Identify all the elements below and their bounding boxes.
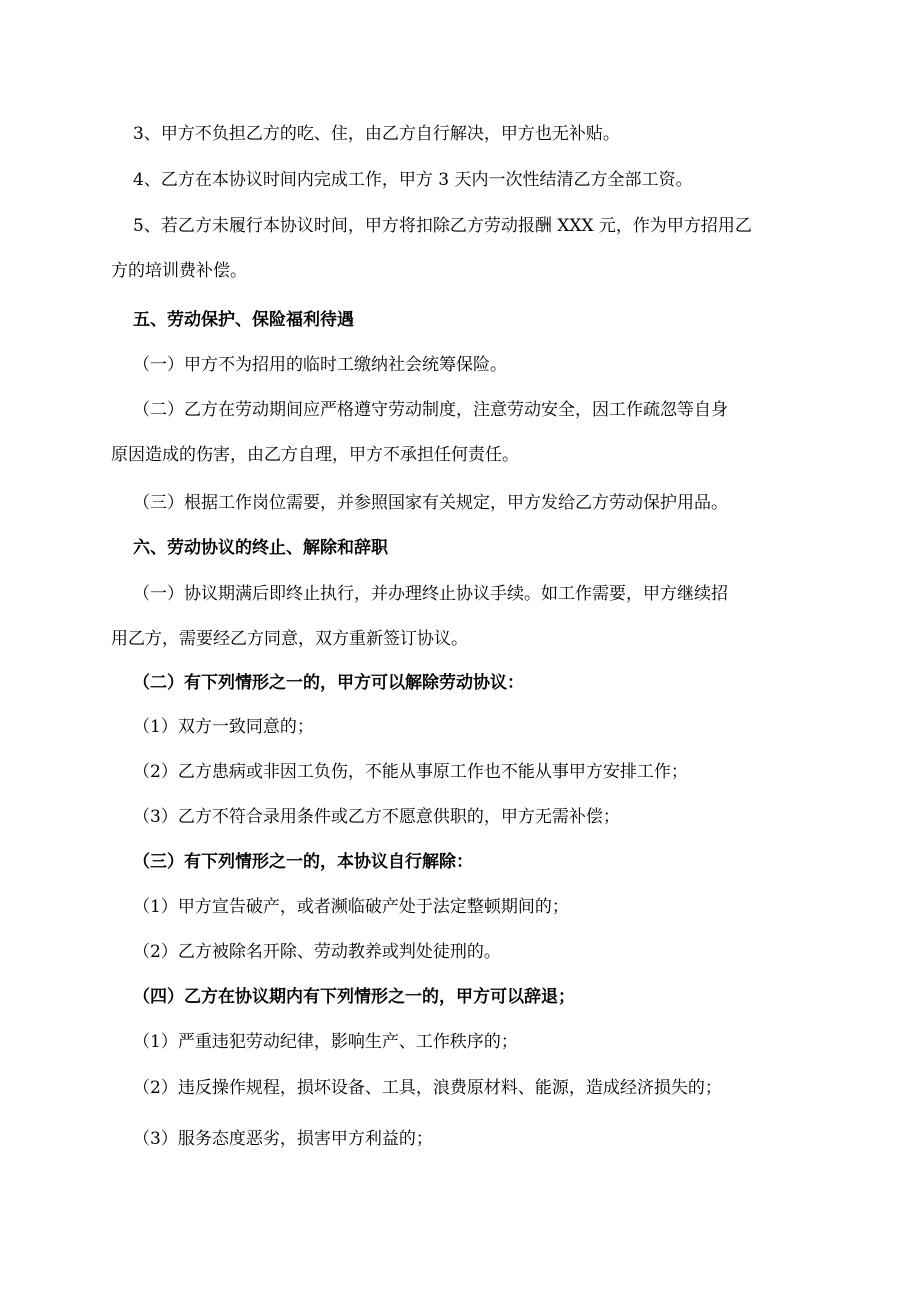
clause-4-text: 4、乙方在本协议时间内完成工作，甲方 3 天内一次性结清乙方全部工资。: [133, 170, 693, 190]
section-6-item-4-title: （四）乙方在协议期内有下列情形之一的，甲方可以辞退；: [133, 987, 575, 1007]
list-item: [133, 750, 813, 795]
clause-5: [111, 204, 813, 294]
list-item: [133, 1117, 813, 1162]
list-item: [133, 885, 813, 930]
section-5-item-1: [133, 343, 813, 388]
clause-5-text-line1: 5、若乙方未履行本协议时间，甲方将扣除乙方劳动报酬 XXX 元，作为甲方招用乙: [133, 216, 752, 236]
list-item-text: （3）乙方不符合录用条件或乙方不愿意供职的，甲方无需补偿；: [133, 807, 620, 827]
section-6-item-2-heading: [133, 661, 813, 706]
list-item-text: （3）服务态度恶劣，损害甲方利益的；: [133, 1129, 433, 1149]
list-item-text: （2）乙方被除名开除、劳动教养或判处徒刑的。: [133, 942, 501, 962]
list-item-text: （1）严重违犯劳动纪律，影响生产、工作秩序的；: [133, 1032, 518, 1052]
clause-4: [133, 158, 813, 203]
clause-5-text-line2: 方的培训费补偿。: [111, 261, 247, 281]
clause-3: [133, 112, 813, 157]
section-6-heading: [133, 526, 813, 571]
list-item-text: （2）乙方患病或非因工负伤，不能从事原工作也不能从事甲方安排工作；: [133, 762, 688, 782]
section-6-item-1: [111, 572, 813, 662]
section-5-item-2: [111, 388, 813, 478]
list-item-text: （2）违反操作规程，损坏设备、工具，浪费原材料、能源，造成经济损失的；: [133, 1078, 722, 1098]
list-item: [133, 795, 813, 840]
section-6-item-1-line1: （一）协议期满后即终止执行，并办理终止协议手续。如工作需要，甲方继续招: [133, 584, 728, 604]
section-6-item-3-title: （三）有下列情形之一的，本协议自行解除：: [133, 852, 473, 872]
list-item: [133, 1066, 813, 1111]
section-5-item-1-text: （一）甲方不为招用的临时工缴纳社会统筹保险。: [133, 355, 507, 375]
list-item: [133, 705, 813, 750]
section-6-item-3-heading: [133, 840, 813, 885]
section-5-item-2-line1: （二）乙方在劳动期间应严格遵守劳动制度，注意劳动安全，因工作疏忽等自身: [133, 400, 728, 420]
list-item: [133, 1020, 813, 1065]
section-5-item-3-text: （三）根据工作岗位需要，并参照国家有关规定，甲方发给乙方劳动保护用品。: [133, 493, 728, 513]
section-5-heading: [133, 298, 813, 343]
section-5-title: 五、劳动保护、保险福利待遇: [133, 310, 354, 330]
section-6-item-2-title: （二）有下列情形之一的，甲方可以解除劳动协议：: [133, 673, 524, 693]
section-6-title: 六、劳动协议的终止、解除和辞职: [133, 538, 388, 558]
list-item-text: （1）甲方宣告破产，或者濒临破产处于法定整顿期间的；: [133, 897, 569, 917]
section-6-item-1-line2: 用乙方，需要经乙方同意，双方重新签订协议。: [111, 629, 468, 649]
clause-3-text: 3、甲方不负担乙方的吃、住，由乙方自行解决，甲方也无补贴。: [133, 124, 620, 144]
list-item-text: （1）双方一致同意的；: [133, 717, 314, 737]
section-6-item-4-heading: [133, 975, 813, 1020]
list-item: [133, 930, 813, 975]
section-5-item-3: [133, 481, 813, 526]
section-5-item-2-line2: 原因造成的伤害，由乙方自理，甲方不承担任何责任。: [111, 445, 519, 465]
